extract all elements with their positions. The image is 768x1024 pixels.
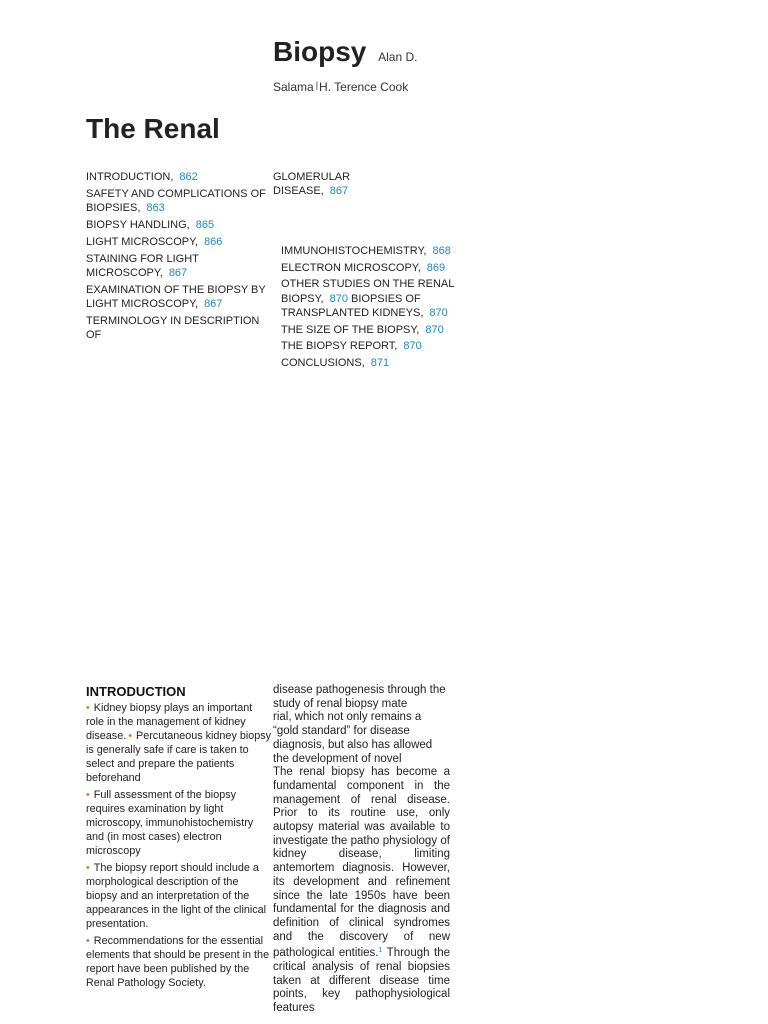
body-text-column [273, 684, 450, 1016]
key-point-text: Recommendations for the essential elements that should be present in the report have been published by the Renal Pathology Society. [86, 935, 270, 989]
toc-item[interactable] [86, 187, 266, 215]
bullet-icon: • [86, 789, 90, 801]
body-line: rial, which not only remains a “gold standard” for disease [273, 711, 422, 738]
toc-label: THE BIOPSY REPORT, [281, 340, 398, 352]
key-point [86, 861, 272, 931]
toc-label: LIGHT MICROSCOPY, [86, 236, 199, 248]
toc-page-link[interactable]: 868 [432, 245, 451, 257]
key-point-text: Full assessment of the biopsy requires examination by light microscopy, immunohistochemistry and (in most cases) electron microscopy [86, 789, 254, 857]
toc-page-link[interactable]: 870 [329, 292, 348, 305]
key-point-text: Percutaneous kidney biopsy is generally safe if care is taken to select and prepare the patients beforehand [86, 730, 272, 784]
toc-label: INTRODUCTION, [86, 171, 174, 183]
paragraph-text: Through the critical analysis of renal biopsies taken at different disease time points, key pathophysiological features [273, 947, 450, 1015]
toc-item[interactable] [281, 356, 481, 371]
key-point-text: Kidney biopsy plays an important role in the management of kidney disease. [86, 702, 253, 742]
toc-label: BIOPSY HANDLING, [86, 219, 190, 231]
toc-item[interactable] [86, 314, 266, 342]
toc-page-link[interactable]: 870 [403, 340, 422, 352]
toc-item[interactable] [281, 244, 481, 259]
toc-page-link[interactable]: 871 [370, 356, 390, 369]
author-name-part: Alan D. [378, 50, 418, 64]
toc-column-2-top [273, 170, 403, 201]
toc-label: STAINING FOR LIGHT MICROSCOPY, [86, 253, 199, 279]
chapter-title-word: Biopsy [273, 36, 367, 67]
toc-column-1 [86, 170, 266, 345]
key-point [86, 701, 272, 785]
bullet-icon: • [86, 702, 90, 714]
toc-page-link[interactable]: 866 [204, 236, 223, 248]
toc-item[interactable] [281, 261, 481, 276]
toc-item[interactable] [281, 339, 481, 354]
toc-page-link[interactable]: 867 [204, 298, 223, 310]
body-line: disease pathogenesis through the [273, 684, 446, 696]
toc-page-link[interactable]: 870 [425, 323, 444, 336]
key-points-box [86, 701, 272, 993]
body-paragraph [273, 766, 450, 1016]
toc-label: BIOPSIES OF TRANSPLANTED KIDNEYS, [281, 292, 424, 319]
toc-page-link[interactable]: 865 [195, 219, 215, 231]
toc-label: TERMINOLOGY IN DESCRIPTION OF [86, 315, 260, 341]
toc-label: CONCLUSIONS, [281, 356, 365, 369]
bullet-icon: • [86, 862, 90, 874]
author-separator: | [315, 80, 319, 90]
key-point-text: The biopsy report should include a morphological description of the biopsy and an interpretation of the appearances in the light of the clinical presentation. [86, 862, 267, 930]
toc-page-link[interactable]: 867 [329, 185, 349, 197]
toc-item[interactable] [273, 170, 403, 198]
paragraph-text: The renal biopsy has become a fundamental component in the management of renal disease. Prior to its routine use, only autopsy material was available to investigate the patho physiology of kidney disease, limiting antemortem diagnosis. However, its development and refinement since the late 1950s have been fundamental for the diagnosis and definition of clinical syndromes and the discovery of new pathological entities. [273, 766, 450, 960]
toc-label: OTHER STUDIES ON THE RENAL BIOPSY, [281, 278, 454, 305]
bullet-icon: • [86, 935, 90, 947]
toc-item[interactable] [281, 277, 481, 321]
toc-label: ELECTRON MICROSCOPY, [281, 261, 421, 274]
authors-line [273, 80, 408, 94]
section-heading: INTRODUCTION [86, 684, 186, 699]
key-point [86, 934, 272, 990]
toc-item[interactable] [86, 252, 266, 280]
key-point [86, 788, 272, 858]
author-name-part: Salama [273, 80, 314, 94]
toc-item[interactable] [281, 323, 481, 338]
toc-column-2 [281, 244, 481, 372]
toc-page-link[interactable]: 862 [179, 171, 198, 183]
toc-item[interactable] [86, 218, 266, 232]
toc-item[interactable] [86, 235, 266, 249]
toc-item[interactable] [86, 170, 266, 184]
bullet-icon: • [128, 730, 132, 742]
body-line: study of renal biopsy mate [273, 697, 408, 710]
body-line: diagnosis, but also has allowed the development of novel [273, 738, 433, 765]
author-name: H. Terence Cook [319, 80, 409, 94]
toc-item[interactable] [86, 283, 266, 311]
toc-page-link[interactable]: 869 [426, 261, 446, 274]
toc-page-link[interactable]: 867 [168, 267, 188, 279]
toc-label: EXAMINATION OF THE BIOPSY BY LIGHT MICROSCOPY, [86, 284, 266, 310]
chapter-title-line1 [273, 36, 418, 68]
chapter-title-line2: The Renal [86, 113, 220, 144]
reference-link[interactable]: 1 [378, 947, 383, 955]
toc-page-link[interactable]: 863 [146, 202, 165, 214]
toc-label: THE SIZE OF THE BIOPSY, [281, 323, 420, 336]
toc-label: IMMUNOHISTOCHEMISTRY, [281, 245, 427, 257]
toc-label: GLOMERULAR DISEASE, [273, 171, 351, 197]
toc-page-link[interactable]: 870 [429, 307, 448, 319]
toc-label: SAFETY AND COMPLICATIONS OF BIOPSIES, [86, 188, 266, 214]
